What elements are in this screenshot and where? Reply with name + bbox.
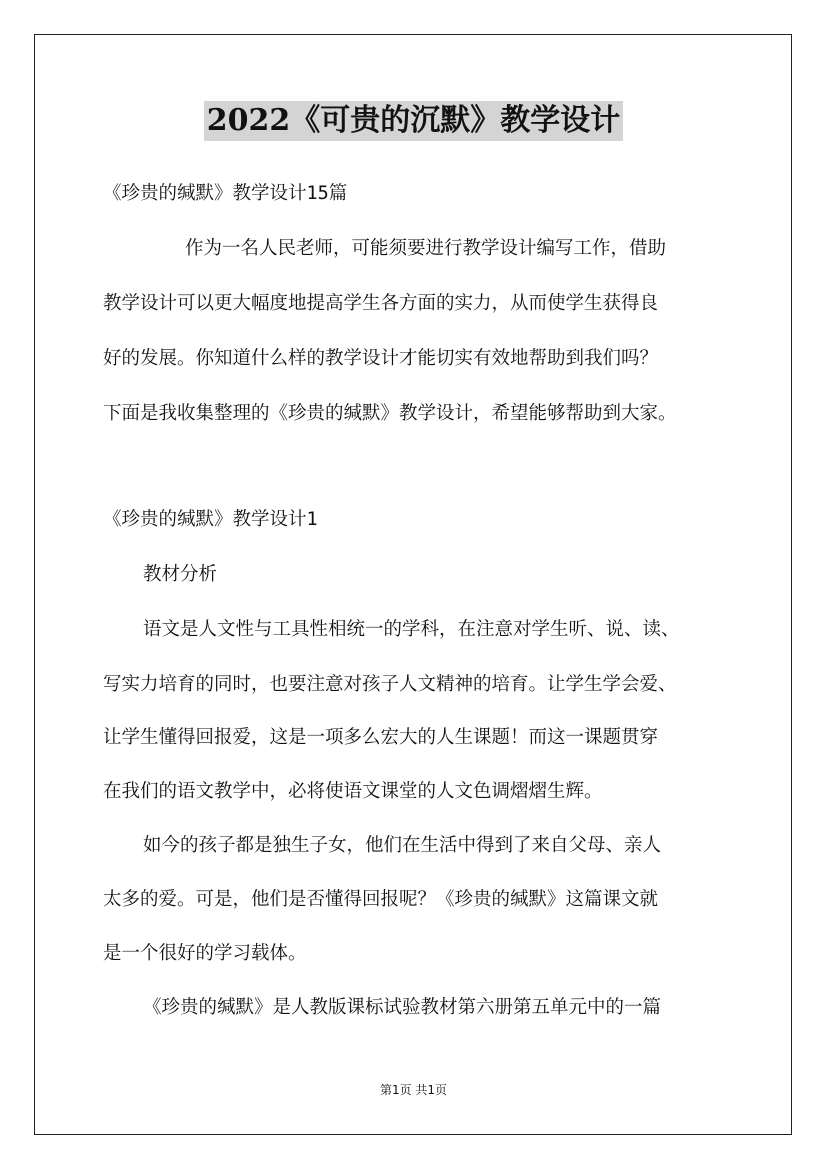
para2-line-2: 太多的爱。可是，他们是否懂得回报呢？《珍贵的缄默》这篇课文就 (103, 889, 659, 910)
intro-line-4: 下面是我收集整理的《珍贵的缄默》教学设计，希望能够帮助到大家。 (103, 403, 677, 424)
document-title-wrap (0, 100, 827, 141)
intro-line-3: 好的发展。你知道什么样的教学设计才能切实有效地帮助到我们吗？ (103, 348, 659, 369)
section-heading: 教材分析 (143, 564, 218, 585)
para1-line-1: 语文是人文性与工具性相统一的学科，在注意对学生听、说、读、 (143, 619, 680, 640)
document-title: 2022《可贵的沉默》教学设计 (204, 101, 624, 141)
para1-line-4: 在我们的语文教学中，必将使语文课堂的人文色调熠熠生辉。 (103, 781, 603, 802)
para1-line-2: 写实力培育的同时，也要注意对孩子人文精神的培育。让学生学会爱、 (103, 674, 677, 695)
intro-line-2: 教学设计可以更大幅度地提高学生各方面的实力，从而使学生获得良 (103, 293, 659, 314)
para2-line-1: 如今的孩子都是独生子女，他们在生活中得到了来自父母、亲人 (143, 835, 662, 856)
para2-line-3: 是一个很好的学习载体。 (103, 943, 307, 964)
section-title: 《珍贵的缄默》教学设计1 (103, 509, 318, 530)
document-subtitle: 《珍贵的缄默》教学设计15篇 (103, 183, 348, 204)
para1-line-3: 让学生懂得回报爱，这是一项多么宏大的人生课题！而这一课题贯穿 (103, 727, 659, 748)
page-footer: 第1页 共1页 (379, 1083, 448, 1097)
intro-line-1: 作为一名人民老师，可能须要进行教学设计编写工作，借助 (185, 238, 667, 259)
para3-line-1: 《珍贵的缄默》是人教版课标试验教材第六册第五单元中的一篇 (143, 997, 662, 1018)
